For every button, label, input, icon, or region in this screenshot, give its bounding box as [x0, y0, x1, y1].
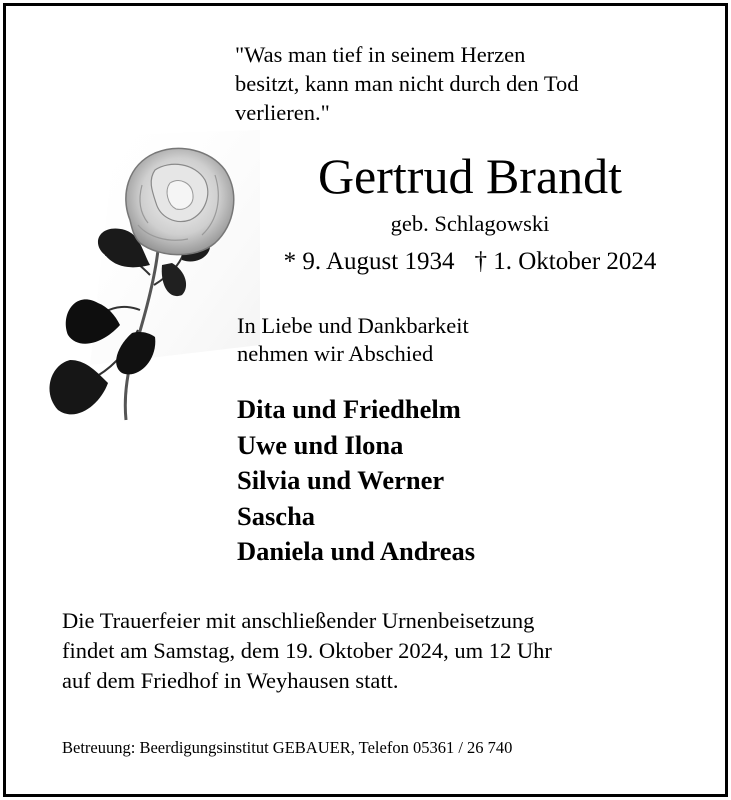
service-info [62, 606, 552, 696]
farewell-text [237, 312, 469, 368]
rose-image [30, 125, 260, 425]
service-line: findet am Samstag, dem 19. Oktober 2024, um 12 Uhr [62, 638, 552, 663]
birth-date: * 9. August 1934 [283, 248, 455, 275]
farewell-line: In Liebe und Dankbarkeit [237, 313, 469, 338]
quote [235, 40, 695, 127]
family-member: Daniela und Andreas [237, 536, 476, 566]
family-member: Uwe und Ilona [237, 429, 404, 460]
service-line: Die Trauerfeier mit anschließender Urnenbeisetzung [62, 608, 535, 633]
deceased-name: Gertrud Brandt [317, 148, 623, 204]
funeral-home-info: Betreuung: Beerdigungsinstitut GEBAUER, Telefon 05361 / 26 740 [62, 738, 513, 757]
maiden-name: geb. Schlagowski [390, 211, 550, 236]
family-member: Silvia und Werner [237, 465, 445, 495]
service-line: auf dem Friedhof in Weyhausen statt. [62, 668, 399, 693]
family-member: Sascha [237, 500, 316, 531]
family-member: Dita und Friedhelm [237, 394, 461, 424]
life-dates [250, 246, 690, 278]
quote-line: besitzt, kann man nicht durch den Tod [235, 71, 579, 96]
family-list [237, 392, 475, 570]
quote-line: "Was man tief in seinem Herzen [235, 42, 526, 67]
farewell-line: nehmen wir Abschied [237, 341, 434, 366]
death-date: † 1. Oktober 2024 [474, 248, 657, 275]
quote-line: verlieren." [235, 100, 330, 125]
